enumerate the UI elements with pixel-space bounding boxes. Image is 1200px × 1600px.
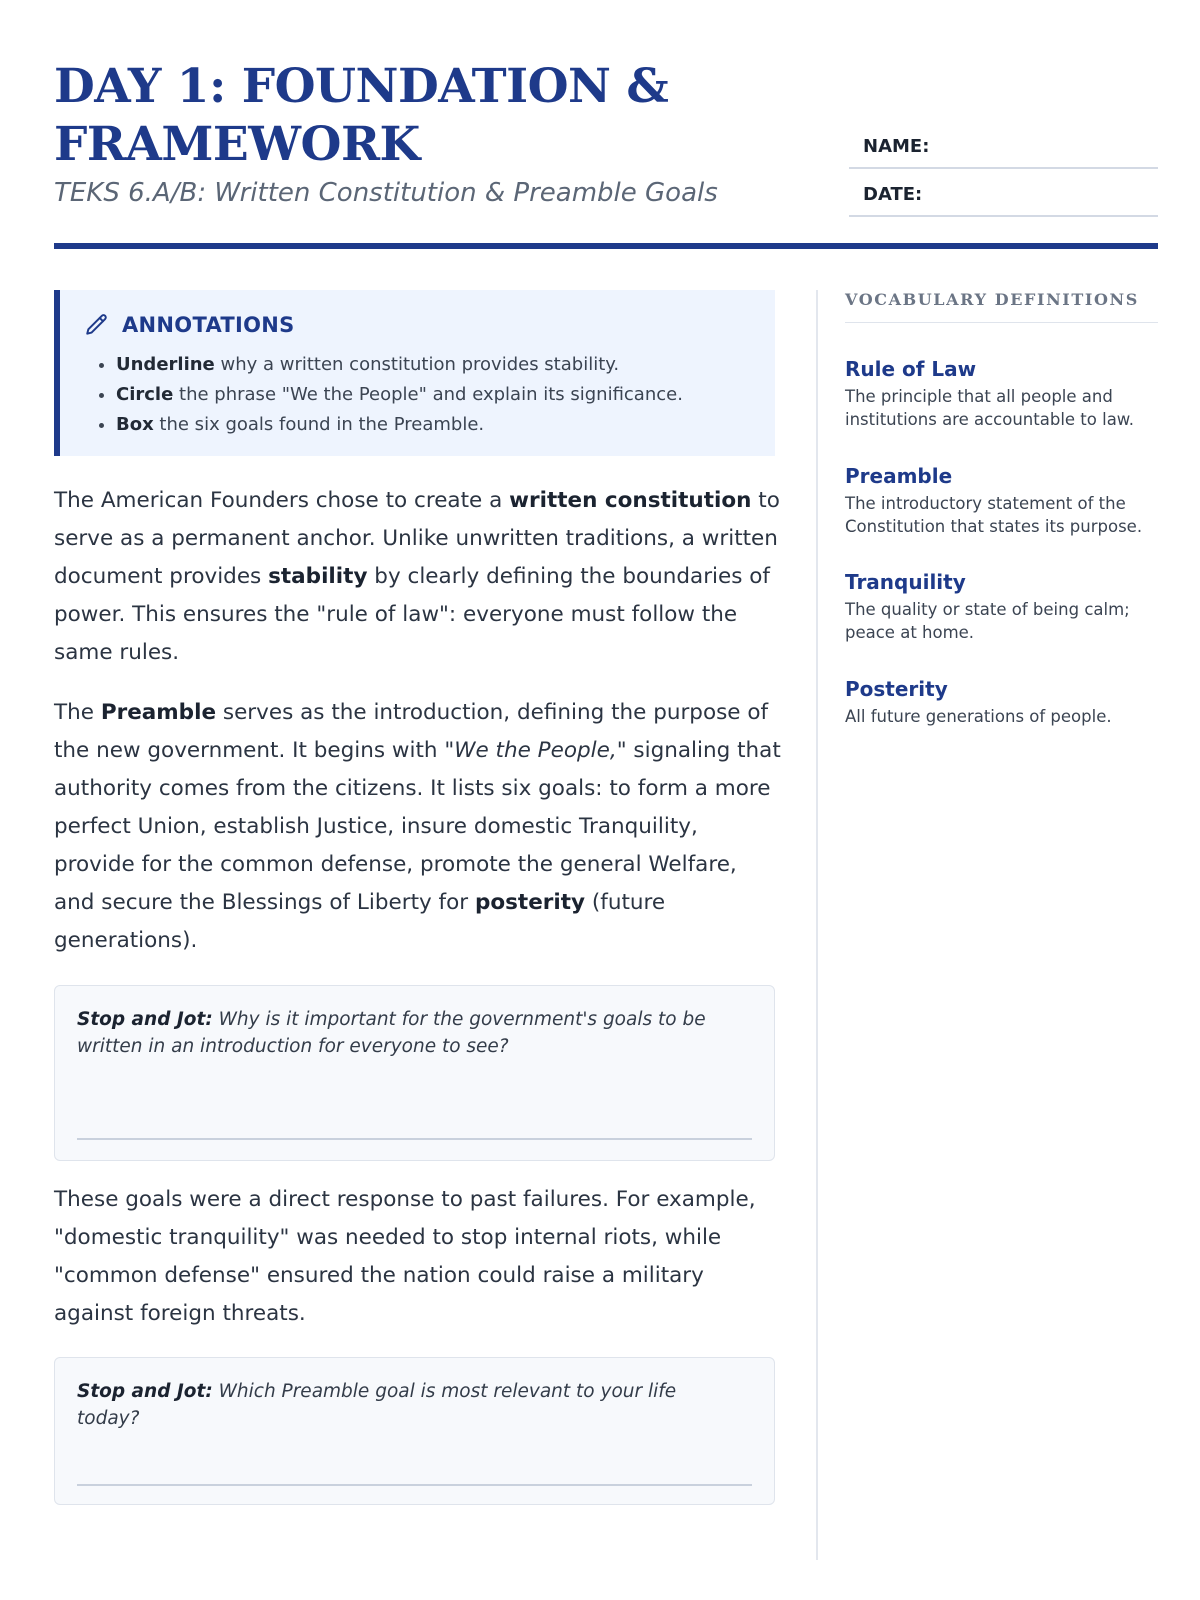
- vocab-definition: All future generations of people.: [845, 707, 1112, 726]
- stop-and-jot-2[interactable]: [54, 1357, 775, 1505]
- vocab-term: [845, 568, 1165, 644]
- text-run: The American Founders chose to create a: [54, 488, 510, 513]
- vocab-definition: The quality or state of being calm; peace at home.: [845, 600, 1130, 642]
- jot-label: Stop and Jot:: [77, 1009, 213, 1030]
- vocab-word: Rule of Law: [845, 357, 977, 381]
- annotation-text: the phrase "We the People" and explain its significance.: [173, 384, 683, 405]
- list-item: [116, 350, 683, 380]
- quote: "We the People,": [444, 738, 627, 763]
- annotations-list: [90, 350, 683, 440]
- stop-and-jot-1[interactable]: [54, 985, 775, 1161]
- list-item: [116, 380, 683, 410]
- text-run: The: [54, 700, 101, 725]
- vocab-term: [845, 355, 1165, 431]
- vocab-definition: The introductory statement of the Constitution that states its purpose.: [845, 494, 1143, 536]
- body-paragraph-3: These goals were a direct response to past failures. For example, "domestic tranquility" was needed to stop internal riots, while "common defense" ensured the nation could raise a military against foreign threats.: [54, 1187, 756, 1326]
- annotation-text: the six goals found in the Preamble.: [153, 414, 485, 435]
- vocab-word: Preamble: [845, 464, 953, 488]
- annotation-text: why a written constitution provides stability.: [214, 354, 620, 375]
- annotation-verb: Box: [116, 414, 154, 435]
- text-run: to serve as a permanent anchor. Unlike unwritten traditions, a written document provides: [54, 488, 780, 589]
- date-field[interactable]: [849, 169, 1158, 217]
- text-run: signaling that authority comes from the citizens. It lists six goals: to form a more perfect Union, establish Justice, insure domestic Tranquility, provide for the common defense, promote the general Welfare, and secure the Blessings of Liberty for: [54, 738, 781, 915]
- text-run: by clearly defining the boundaries of power. This ensures the "rule of law": everyone must follow the same rules.: [54, 564, 770, 665]
- page-subtitle: TEKS 6.A/B: Written Constitution & Preamble Goals: [54, 178, 718, 208]
- vocab-term: [845, 462, 1165, 538]
- vocab-term: [845, 675, 1165, 728]
- sidebar-divider: [816, 290, 818, 1560]
- jot-label: Stop and Jot:: [77, 1381, 213, 1402]
- answer-line: [77, 1484, 752, 1486]
- vocab-word: Tranquility: [845, 570, 966, 594]
- key-term: written constitution: [509, 488, 752, 513]
- annotation-verb: Circle: [116, 384, 174, 405]
- jot-prompt: [77, 1006, 737, 1060]
- header-divider: [54, 243, 1158, 249]
- body-paragraph-1: [54, 482, 784, 672]
- date-label: DATE:: [863, 184, 923, 205]
- page-title: DAY 1: FOUNDATION & FRAMEWORK: [54, 59, 669, 172]
- text-run: serves as the introduction, defining the purpose of the new government. It begins with: [54, 700, 769, 763]
- annotations-title: ANNOTATIONS: [122, 313, 295, 337]
- jot-prompt: [77, 1378, 737, 1432]
- annotations-header: [84, 310, 295, 340]
- answer-line: [77, 1138, 752, 1140]
- key-term: posterity: [474, 890, 586, 915]
- annotations-box: [54, 290, 775, 456]
- annotation-verb: Underline: [116, 354, 215, 375]
- jot-question: Which Preamble goal is most relevant to your life today?: [77, 1381, 677, 1429]
- vocab-word: Posterity: [845, 677, 948, 701]
- vocab-definition: The principle that all people and institutions are accountable to law.: [845, 387, 1135, 429]
- list-item: [116, 410, 683, 440]
- vocabulary-heading: VOCABULARY DEFINITIONS: [845, 290, 1158, 323]
- key-term: Preamble: [100, 700, 217, 725]
- name-label: NAME:: [863, 136, 930, 157]
- name-field[interactable]: [849, 121, 1158, 169]
- body-paragraph-2: [54, 694, 784, 960]
- key-term: stability: [268, 564, 368, 589]
- jot-question: Why is it important for the government's goals to be written in an introduction for everyone to see?: [77, 1009, 706, 1057]
- pencil-icon: [84, 312, 110, 338]
- text-run: (future generations).: [54, 890, 666, 953]
